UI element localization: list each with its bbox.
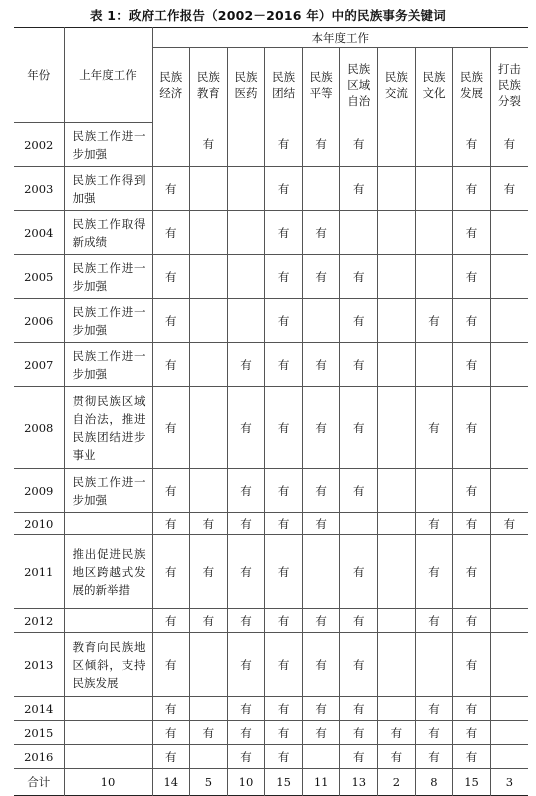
category-header: 民族 区域 自治 [340, 48, 378, 123]
keyword-mark-cell: 有 [265, 697, 303, 721]
table-row [14, 609, 528, 633]
totals-value: 15 [265, 769, 303, 796]
keyword-mark-cell: 有 [265, 387, 303, 469]
table-row [14, 167, 528, 211]
totals-value: 2 [378, 769, 416, 796]
year-cell: 2008 [14, 387, 64, 469]
keyword-mark-cell: 有 [302, 633, 340, 697]
keyword-mark-cell: 有 [340, 609, 378, 633]
last-year-work-cell: 贯彻民族区域自治法，推进民族团结进步事业 [64, 387, 152, 469]
keyword-mark-cell: 有 [453, 697, 491, 721]
keyword-mark-cell [415, 123, 453, 167]
totals-value: 15 [453, 769, 491, 796]
keyword-mark-cell: 有 [265, 633, 303, 697]
keyword-mark-cell [490, 721, 528, 745]
keyword-mark-cell: 有 [340, 721, 378, 745]
keyword-mark-cell: 有 [378, 745, 416, 769]
keyword-mark-cell [190, 299, 228, 343]
keyword-mark-cell: 有 [415, 387, 453, 469]
keyword-mark-cell: 有 [453, 123, 491, 167]
keyword-mark-cell [378, 633, 416, 697]
keyword-mark-cell: 有 [152, 535, 190, 609]
keyword-mark-cell [190, 343, 228, 387]
category-header: 民族 经济 [152, 48, 190, 123]
table-row [14, 211, 528, 255]
keyword-mark-cell: 有 [265, 343, 303, 387]
keyword-mark-cell: 有 [152, 167, 190, 211]
keyword-mark-cell: 有 [152, 721, 190, 745]
last-year-work-cell [64, 609, 152, 633]
table-row [14, 469, 528, 513]
keyword-mark-cell: 有 [265, 255, 303, 299]
table-row [14, 299, 528, 343]
keyword-mark-cell: 有 [453, 609, 491, 633]
year-cell: 2005 [14, 255, 64, 299]
keyword-mark-cell: 有 [340, 299, 378, 343]
year-cell: 2016 [14, 745, 64, 769]
keyword-mark-cell [190, 211, 228, 255]
keyword-mark-cell: 有 [453, 633, 491, 697]
keyword-mark-cell: 有 [490, 123, 528, 167]
keyword-mark-cell: 有 [453, 469, 491, 513]
table-row [14, 387, 528, 469]
keyword-mark-cell: 有 [302, 387, 340, 469]
keyword-mark-cell: 有 [302, 513, 340, 535]
keyword-mark-cell: 有 [265, 469, 303, 513]
totals-value: 14 [152, 769, 190, 796]
keyword-mark-cell: 有 [415, 721, 453, 745]
last-year-work-cell [64, 513, 152, 535]
keyword-mark-cell: 有 [340, 343, 378, 387]
keyword-mark-cell [302, 745, 340, 769]
year-cell: 2004 [14, 211, 64, 255]
keyword-mark-cell: 有 [302, 123, 340, 167]
keyword-mark-cell: 有 [152, 513, 190, 535]
keyword-mark-cell: 有 [227, 535, 265, 609]
category-header: 打击 民族 分裂 [490, 48, 528, 123]
keyword-mark-cell: 有 [453, 211, 491, 255]
keyword-mark-cell [190, 697, 228, 721]
totals-value: 5 [190, 769, 228, 796]
keyword-mark-cell: 有 [152, 745, 190, 769]
keyword-mark-cell [190, 745, 228, 769]
year-cell: 2002 [14, 123, 64, 167]
keyword-mark-cell [378, 299, 416, 343]
keyword-mark-cell: 有 [227, 609, 265, 633]
keyword-mark-cell [302, 167, 340, 211]
keyword-mark-cell: 有 [453, 387, 491, 469]
keyword-mark-cell [190, 633, 228, 697]
category-header: 民族 团结 [265, 48, 303, 123]
keyword-mark-cell: 有 [378, 721, 416, 745]
keyword-mark-cell: 有 [453, 721, 491, 745]
last-year-work-cell: 民族工作进一步加强 [64, 343, 152, 387]
keyword-mark-cell [415, 633, 453, 697]
keyword-mark-cell [227, 255, 265, 299]
year-cell: 2014 [14, 697, 64, 721]
keyword-mark-cell [302, 299, 340, 343]
keyword-mark-cell [415, 211, 453, 255]
keyword-mark-cell: 有 [190, 609, 228, 633]
keyword-mark-cell [340, 513, 378, 535]
keyword-mark-cell: 有 [265, 745, 303, 769]
table-row [14, 255, 528, 299]
keyword-mark-cell: 有 [152, 343, 190, 387]
keyword-mark-cell [378, 211, 416, 255]
keyword-mark-cell: 有 [415, 697, 453, 721]
keyword-mark-cell: 有 [415, 299, 453, 343]
keyword-mark-cell [378, 255, 416, 299]
keyword-mark-cell [378, 167, 416, 211]
keyword-mark-cell [190, 167, 228, 211]
totals-value: 10 [227, 769, 265, 796]
keyword-mark-cell: 有 [490, 513, 528, 535]
keyword-mark-cell: 有 [453, 167, 491, 211]
category-header: 民族 发展 [453, 48, 491, 123]
keyword-mark-cell: 有 [340, 123, 378, 167]
keyword-mark-cell: 有 [453, 343, 491, 387]
keyword-mark-cell [378, 469, 416, 513]
keyword-mark-cell: 有 [265, 535, 303, 609]
keyword-mark-cell [490, 609, 528, 633]
keyword-mark-cell: 有 [152, 255, 190, 299]
year-cell: 2012 [14, 609, 64, 633]
keyword-mark-cell [415, 469, 453, 513]
keyword-mark-cell [415, 255, 453, 299]
keyword-mark-cell: 有 [340, 469, 378, 513]
keyword-mark-cell [378, 535, 416, 609]
keyword-mark-cell [190, 469, 228, 513]
keyword-mark-cell [490, 299, 528, 343]
category-header: 民族 文化 [415, 48, 453, 123]
table-row [14, 535, 528, 609]
year-cell: 2007 [14, 343, 64, 387]
year-cell: 2006 [14, 299, 64, 343]
keyword-mark-cell: 有 [340, 167, 378, 211]
table-row [14, 633, 528, 697]
keyword-mark-cell [490, 255, 528, 299]
year-cell: 2011 [14, 535, 64, 609]
this-year-work-header: 本年度工作 [152, 28, 528, 48]
keyword-mark-cell [415, 343, 453, 387]
keyword-mark-cell: 有 [152, 609, 190, 633]
keyword-table [14, 27, 528, 796]
year-cell: 2003 [14, 167, 64, 211]
keyword-mark-cell [227, 211, 265, 255]
category-header: 民族 教育 [190, 48, 228, 123]
keyword-mark-cell [152, 123, 190, 167]
keyword-mark-cell: 有 [227, 387, 265, 469]
table-row [14, 513, 528, 535]
keyword-mark-cell [415, 167, 453, 211]
last-year-work-cell [64, 745, 152, 769]
keyword-mark-cell: 有 [227, 633, 265, 697]
keyword-mark-cell [490, 343, 528, 387]
year-cell: 2013 [14, 633, 64, 697]
totals-label: 合计 [14, 769, 64, 796]
keyword-mark-cell: 有 [152, 299, 190, 343]
keyword-mark-cell: 有 [302, 211, 340, 255]
totals-row [14, 769, 528, 796]
keyword-mark-cell: 有 [190, 513, 228, 535]
table-row [14, 697, 528, 721]
keyword-mark-cell [490, 535, 528, 609]
keyword-mark-cell [340, 211, 378, 255]
keyword-mark-cell: 有 [415, 609, 453, 633]
keyword-mark-cell [490, 697, 528, 721]
year-cell: 2015 [14, 721, 64, 745]
category-header: 民族 交流 [378, 48, 416, 123]
keyword-mark-cell [490, 387, 528, 469]
keyword-mark-cell [490, 211, 528, 255]
keyword-mark-cell: 有 [302, 343, 340, 387]
keyword-mark-cell: 有 [152, 387, 190, 469]
keyword-mark-cell: 有 [415, 513, 453, 535]
keyword-mark-cell [227, 123, 265, 167]
keyword-mark-cell: 有 [453, 255, 491, 299]
keyword-mark-cell: 有 [453, 745, 491, 769]
keyword-mark-cell [227, 167, 265, 211]
last-year-work-cell: 民族工作取得新成绩 [64, 211, 152, 255]
keyword-mark-cell: 有 [415, 745, 453, 769]
keyword-mark-cell: 有 [302, 609, 340, 633]
table-row [14, 123, 528, 167]
keyword-mark-cell [190, 387, 228, 469]
keyword-mark-cell: 有 [265, 721, 303, 745]
last-year-work-cell: 民族工作得到加强 [64, 167, 152, 211]
keyword-mark-cell: 有 [227, 343, 265, 387]
keyword-mark-cell: 有 [453, 535, 491, 609]
keyword-mark-cell: 有 [227, 513, 265, 535]
last-year-work-cell: 民族工作进一步加强 [64, 299, 152, 343]
category-header: 民族 医药 [227, 48, 265, 123]
year-cell: 2010 [14, 513, 64, 535]
keyword-mark-cell: 有 [453, 299, 491, 343]
keyword-mark-cell: 有 [190, 721, 228, 745]
last-year-work-cell: 教育向民族地区倾斜，支持民族发展 [64, 633, 152, 697]
keyword-mark-cell: 有 [415, 535, 453, 609]
totals-value: 8 [415, 769, 453, 796]
last-year-work-cell [64, 697, 152, 721]
keyword-mark-cell: 有 [453, 513, 491, 535]
keyword-mark-cell [378, 387, 416, 469]
keyword-mark-cell [490, 633, 528, 697]
keyword-mark-cell: 有 [302, 469, 340, 513]
keyword-mark-cell: 有 [265, 513, 303, 535]
totals-value: 3 [490, 769, 528, 796]
keyword-mark-cell: 有 [340, 255, 378, 299]
keyword-mark-cell: 有 [265, 123, 303, 167]
keyword-mark-cell [490, 469, 528, 513]
keyword-mark-cell [378, 697, 416, 721]
totals-last-year-work: 10 [64, 769, 152, 796]
totals-value: 13 [340, 769, 378, 796]
keyword-mark-cell: 有 [265, 211, 303, 255]
category-header: 民族 平等 [302, 48, 340, 123]
keyword-mark-cell: 有 [265, 167, 303, 211]
keyword-mark-cell: 有 [490, 167, 528, 211]
keyword-mark-cell [378, 123, 416, 167]
keyword-mark-cell: 有 [227, 697, 265, 721]
keyword-mark-cell: 有 [302, 697, 340, 721]
keyword-mark-cell: 有 [227, 469, 265, 513]
keyword-mark-cell [227, 299, 265, 343]
keyword-mark-cell [302, 535, 340, 609]
year-cell: 2009 [14, 469, 64, 513]
last-year-work-cell [64, 721, 152, 745]
table-title: 表 1：政府工作报告（2002－2016 年）中的民族事务关键词 [90, 8, 446, 23]
totals-value: 11 [302, 769, 340, 796]
last-year-work-cell: 民族工作进一步加强 [64, 123, 152, 167]
keyword-mark-cell [378, 609, 416, 633]
keyword-mark-cell: 有 [340, 387, 378, 469]
keyword-mark-cell: 有 [190, 123, 228, 167]
last-year-work-header: 上年度工作 [64, 28, 152, 123]
keyword-mark-cell: 有 [302, 721, 340, 745]
keyword-mark-cell: 有 [152, 469, 190, 513]
keyword-mark-cell: 有 [340, 633, 378, 697]
keyword-mark-cell: 有 [190, 535, 228, 609]
keyword-mark-cell: 有 [152, 211, 190, 255]
keyword-mark-cell: 有 [265, 609, 303, 633]
keyword-mark-cell: 有 [340, 535, 378, 609]
keyword-mark-cell [490, 745, 528, 769]
last-year-work-cell: 推出促进民族地区跨越式发展的新举措 [64, 535, 152, 609]
keyword-mark-cell [378, 343, 416, 387]
keyword-mark-cell: 有 [340, 697, 378, 721]
last-year-work-cell: 民族工作进一步加强 [64, 469, 152, 513]
keyword-mark-cell: 有 [152, 697, 190, 721]
last-year-work-cell: 民族工作进一步加强 [64, 255, 152, 299]
keyword-mark-cell: 有 [227, 745, 265, 769]
keyword-mark-cell: 有 [340, 745, 378, 769]
keyword-mark-cell [190, 255, 228, 299]
table-row [14, 721, 528, 745]
keyword-mark-cell: 有 [152, 633, 190, 697]
table-row [14, 343, 528, 387]
keyword-mark-cell: 有 [265, 299, 303, 343]
year-header: 年份 [14, 28, 64, 123]
keyword-mark-cell [378, 513, 416, 535]
keyword-mark-cell: 有 [302, 255, 340, 299]
keyword-mark-cell: 有 [227, 721, 265, 745]
table-row [14, 745, 528, 769]
